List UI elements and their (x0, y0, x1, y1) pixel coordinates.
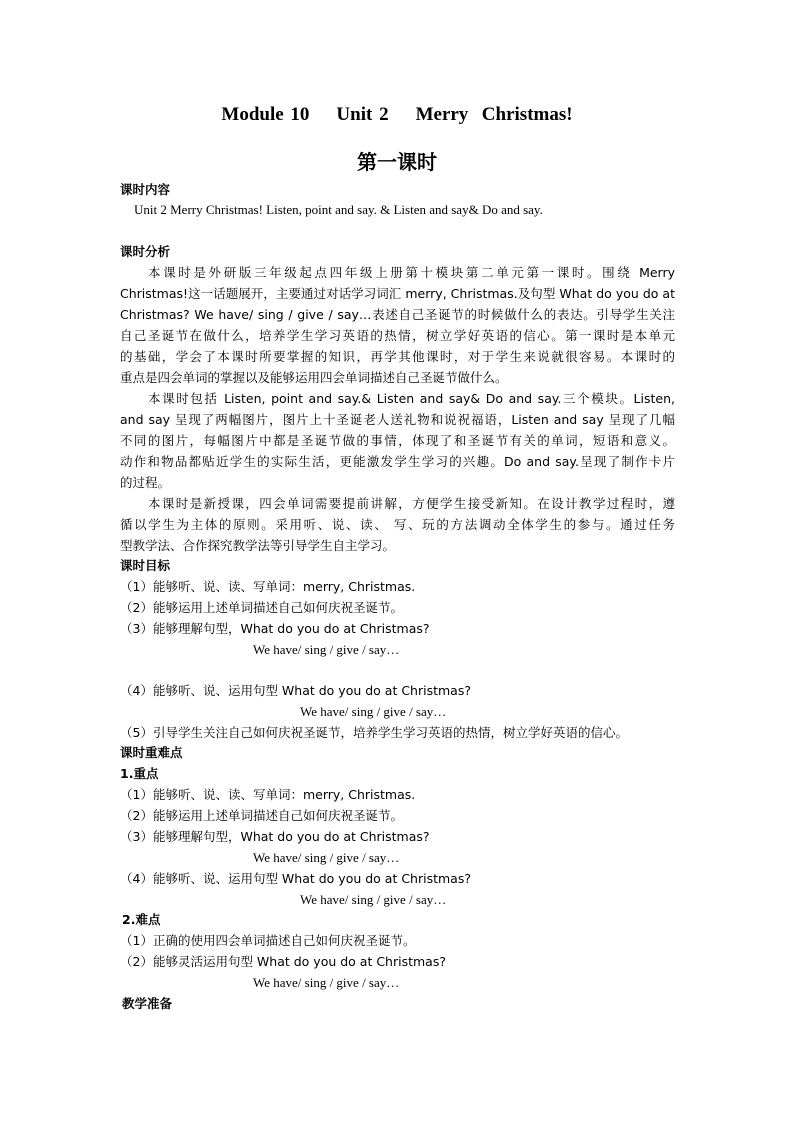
section-heading: 教学准备 (122, 996, 173, 1011)
text-line: 本课时是新授课，四会单词需要提前讲解，方便学生接受新知。在设计教学过程时，遵 (148, 496, 675, 511)
text-line: （1）正确的使用四会单词描述自己如何庆祝圣诞节。 (120, 933, 416, 948)
text-line: 的基础，学会了本课时所要掌握的知识，再学其他课时，对于学生来说就很容易。本课时的 (120, 349, 675, 364)
text-line: （2）能够灵活运用句型 What do you do at Christmas? (120, 954, 446, 969)
text-line: Unit 2 Merry Christmas! Listen, point and say. & Listen and say& Do and say. (134, 202, 543, 217)
text-line: （2）能够运用上述单词描述自己如何庆祝圣诞节。 (120, 600, 403, 615)
text-line: 本课时是外研版三年级起点四年级上册第十模块第二单元第一课时。围绕 Merry (148, 265, 675, 280)
text-line: （3）能够理解句型，What do you do at Christmas? (120, 829, 430, 844)
text-line: （4）能够听、说、运用句型 What do you do at Christmas? (120, 683, 471, 698)
text-line: 型教学法、合作探究教学法等引导学生自主学习。 (120, 538, 396, 553)
text-line: We have/ sing / give / say… (253, 975, 400, 990)
text-line: Christmas? We have/ sing / give / say…表述自己圣诞节的时候做什么的表达。引导学生关注 (120, 307, 675, 322)
text-line: 的过程。 (120, 475, 171, 490)
text-line: 动作和物品都贴近学生的实际生活，更能激发学生学习的兴趣。Do and say.呈现了制作卡片 (120, 454, 675, 469)
section-heading: 2.难点 (122, 912, 161, 927)
text-line: We have/ sing / give / say… (253, 850, 400, 865)
text-line: （5）引导学生关注自己如何庆祝圣诞节，培养学生学习英语的热情，树立学好英语的信心。 (120, 725, 628, 740)
text-line: We have/ sing / give / say… (300, 892, 447, 907)
text-line: （3）能够理解句型，What do you do at Christmas? (120, 621, 430, 636)
text-line: 本课时包括 Listen, point and say.& Listen and say& Do and say.三个模块。Listen, (148, 391, 675, 406)
text-line: （1）能够听、说、读、写单词：merry, Christmas. (120, 579, 416, 594)
text-line: We have/ sing / give / say… (253, 642, 400, 657)
text-line: 不同的图片，每幅图片中都是圣诞节做的事情，体现了和圣诞节有关的单词，短语和意义。 (120, 433, 675, 448)
section-heading: 课时目标 (120, 558, 171, 573)
text-line: and say 呈现了两幅图片，图片上十圣诞老人送礼物和说祝福语，Listen and say 呈现了几幅 (120, 412, 675, 427)
text-line: Christmas!这一话题展开，主要通过对话学习词汇 merry, Christmas.及句型 What do you do at (120, 286, 675, 301)
lesson-subtitle: 第一课时 (357, 150, 437, 174)
section-heading: 课时重难点 (120, 745, 183, 760)
section-heading: 课时内容 (120, 182, 171, 197)
text-line: 自己圣诞节在做什么，培养学生学习英语的热情，树立学好英语的信心。第一课时是本单元 (120, 328, 675, 343)
text-line: 循以学生为主体的原则。采用听、说、读、 写、玩的方法调动全体学生的参与。通过任务 (120, 517, 675, 532)
text-line: （4）能够听、说、运用句型 What do you do at Christmas? (120, 871, 471, 886)
text-line: （1）能够听、说、读、写单词：merry, Christmas. (120, 787, 416, 802)
document-title: Module 10 Unit 2 Merry Christmas! (221, 104, 573, 125)
section-heading: 课时分析 (120, 244, 171, 259)
text-line: 重点是四会单词的掌握以及能够运用四会单词描述自己圣诞节做什么。 (120, 370, 508, 385)
section-heading: 1.重点 (120, 766, 159, 781)
text-line: We have/ sing / give / say… (300, 704, 447, 719)
text-line: （2）能够运用上述单词描述自己如何庆祝圣诞节。 (120, 808, 403, 823)
